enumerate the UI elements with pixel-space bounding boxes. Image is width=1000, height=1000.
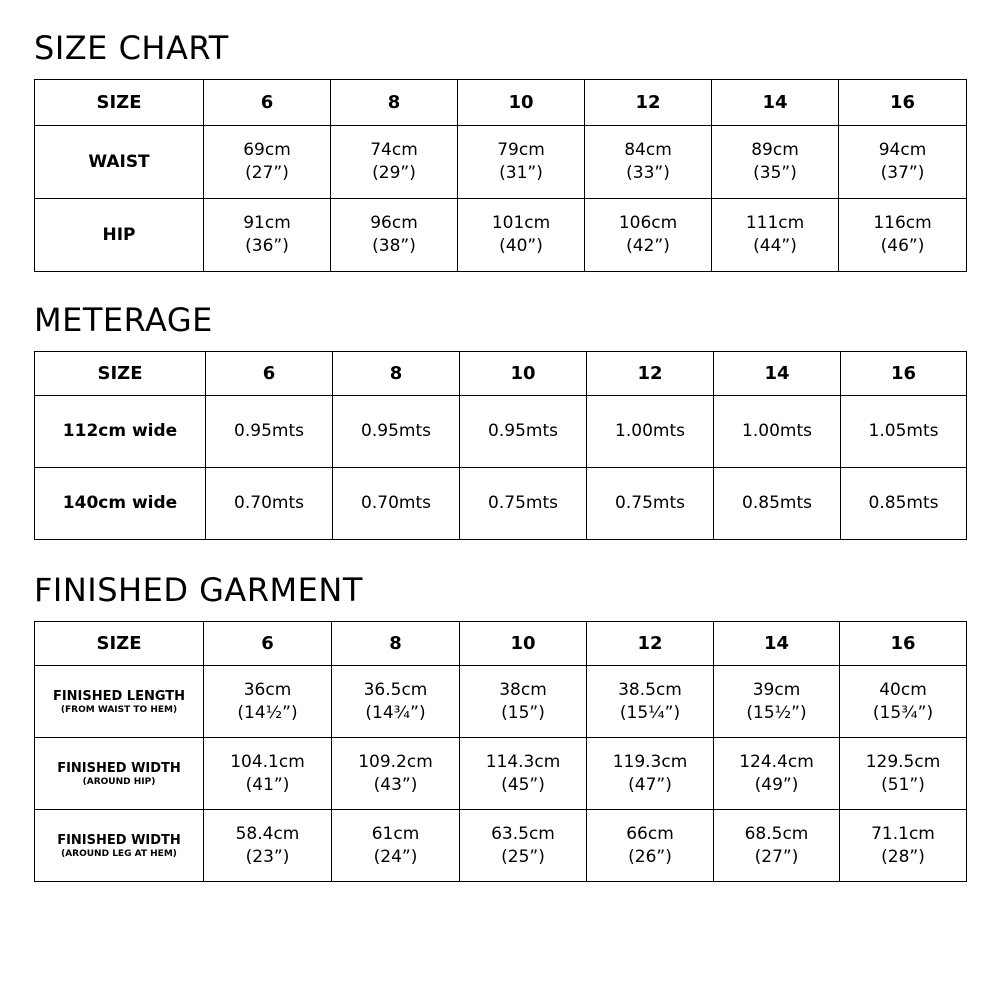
table-cell: 0.95mts	[460, 396, 587, 468]
header-cell: 6	[204, 622, 332, 666]
cell-cm: 119.3cm	[612, 751, 688, 772]
cell-inch: (23”)	[245, 846, 290, 867]
table-cell	[332, 666, 460, 738]
meterage-table	[34, 351, 967, 540]
cell-cm: 36.5cm	[363, 679, 428, 700]
table-cell: 0.70mts	[206, 468, 333, 540]
table-cell	[204, 738, 332, 810]
header-cell: 16	[839, 80, 967, 126]
table-row	[35, 126, 967, 199]
cell-inch: (38”)	[372, 236, 416, 256]
table-cell	[714, 810, 840, 882]
cell-cm: 89cm	[751, 140, 799, 160]
table-cell	[839, 126, 967, 199]
row-label: WAIST	[35, 126, 204, 199]
cell-inch: (29”)	[372, 163, 416, 183]
table-header-row	[35, 80, 967, 126]
cell-cm: 124.4cm	[739, 751, 814, 772]
header-cell: SIZE	[35, 352, 206, 396]
header-cell: 10	[460, 622, 587, 666]
cell-inch: (27”)	[245, 163, 289, 183]
row-label: HIP	[35, 199, 204, 272]
cell-inch: (33”)	[626, 163, 670, 183]
row-label: 112cm wide	[35, 396, 206, 468]
header-cell: 14	[714, 622, 840, 666]
table-cell	[204, 810, 332, 882]
cell-inch: (46”)	[880, 236, 925, 256]
size-chart-table	[34, 79, 967, 272]
cell-inch: (28”)	[881, 846, 925, 867]
table-cell: 0.85mts	[714, 468, 841, 540]
cell-inch: (40”)	[499, 236, 543, 256]
table-cell	[840, 810, 967, 882]
table-cell	[587, 666, 714, 738]
table-cell	[587, 810, 714, 882]
cell-cm: 106cm	[618, 213, 678, 233]
cell-inch: (26”)	[628, 846, 672, 867]
table-header-row	[35, 352, 967, 396]
cell-cm: 104.1cm	[230, 751, 305, 772]
cell-cm: 61cm	[371, 823, 420, 844]
row-label	[35, 666, 204, 738]
cell-cm: 66cm	[626, 823, 674, 844]
header-cell: SIZE	[35, 80, 204, 126]
table-cell	[204, 666, 332, 738]
table-row	[35, 396, 967, 468]
table-row	[35, 666, 967, 738]
header-cell: 16	[841, 352, 967, 396]
cell-inch: (42”)	[626, 236, 670, 256]
cell-inch: (14½”)	[237, 702, 298, 723]
header-cell: 12	[585, 80, 712, 126]
header-cell: 10	[460, 352, 587, 396]
finished-garment-title: FINISHED GARMENT	[34, 571, 363, 609]
cell-inch: (47”)	[628, 774, 672, 795]
table-cell	[840, 666, 967, 738]
cell-inch: (24”)	[373, 846, 418, 867]
cell-inch: (41”)	[245, 774, 290, 795]
cell-cm: 74cm	[370, 140, 418, 160]
table-cell	[204, 199, 331, 272]
header-cell: SIZE	[35, 622, 204, 666]
table-cell	[332, 738, 460, 810]
table-header-row	[35, 622, 967, 666]
meterage-title: METERAGE	[34, 301, 213, 339]
row-label-sub: (AROUND LEG AT HEM)	[61, 848, 177, 859]
cell-cm: 129.5cm	[865, 751, 941, 772]
header-cell: 14	[714, 352, 841, 396]
cell-cm: 111cm	[745, 213, 805, 233]
cell-inch: (15”)	[501, 702, 545, 723]
table-cell: 0.70mts	[333, 468, 460, 540]
row-label-main: FINISHED WIDTH	[57, 832, 181, 848]
cell-cm: 40cm	[879, 679, 927, 700]
table-cell: 1.00mts	[714, 396, 841, 468]
row-label-sub: (FROM WAIST TO HEM)	[60, 704, 178, 715]
table-cell: 0.95mts	[206, 396, 333, 468]
cell-cm: 94cm	[878, 140, 927, 160]
row-label-main: FINISHED WIDTH	[57, 760, 181, 776]
table-cell	[458, 126, 585, 199]
size-chart-title: SIZE CHART	[34, 29, 229, 67]
cell-cm: 101cm	[491, 213, 551, 233]
cell-inch: (15¼”)	[619, 702, 681, 723]
header-cell: 8	[332, 622, 460, 666]
table-cell	[460, 738, 587, 810]
table-cell	[587, 738, 714, 810]
cell-cm: 79cm	[497, 140, 545, 160]
table-cell	[712, 126, 839, 199]
header-cell: 12	[587, 622, 714, 666]
table-row	[35, 810, 967, 882]
table-cell	[840, 738, 967, 810]
cell-cm: 39cm	[752, 679, 801, 700]
cell-inch: (51”)	[881, 774, 925, 795]
header-cell: 6	[204, 80, 331, 126]
table-cell: 0.75mts	[460, 468, 587, 540]
table-cell	[460, 666, 587, 738]
finished-garment-table	[34, 621, 967, 882]
table-row	[35, 199, 967, 272]
cell-inch: (15½”)	[746, 702, 807, 723]
cell-inch: (25”)	[501, 846, 545, 867]
table-cell	[839, 199, 967, 272]
table-row	[35, 468, 967, 540]
table-cell	[714, 738, 840, 810]
cell-inch: (36”)	[245, 236, 289, 256]
cell-cm: 71.1cm	[871, 823, 935, 844]
table-cell	[331, 199, 458, 272]
header-cell: 12	[587, 352, 714, 396]
row-label-main: FINISHED LENGTH	[52, 688, 186, 704]
cell-cm: 114.3cm	[485, 751, 561, 772]
cell-cm: 58.4cm	[235, 823, 300, 844]
header-cell: 8	[333, 352, 460, 396]
table-cell	[460, 810, 587, 882]
row-label: 140cm wide	[35, 468, 206, 540]
table-cell: 0.85mts	[841, 468, 967, 540]
cell-cm: 84cm	[624, 140, 672, 160]
cell-cm: 36cm	[243, 679, 292, 700]
cell-cm: 63.5cm	[491, 823, 555, 844]
header-cell: 16	[840, 622, 967, 666]
cell-inch: (35”)	[753, 163, 797, 183]
table-cell	[712, 199, 839, 272]
table-cell	[204, 126, 331, 199]
cell-inch: (49”)	[754, 774, 799, 795]
cell-inch: (44”)	[753, 236, 797, 256]
cell-inch: (37”)	[880, 163, 925, 183]
cell-cm: 38cm	[499, 679, 547, 700]
header-cell: 14	[712, 80, 839, 126]
header-cell: 6	[206, 352, 333, 396]
table-cell	[458, 199, 585, 272]
table-cell: 0.95mts	[333, 396, 460, 468]
table-cell	[585, 126, 712, 199]
header-cell: 8	[331, 80, 458, 126]
row-label-sub: (AROUND HIP)	[82, 776, 156, 787]
cell-inch: (15¾”)	[872, 702, 934, 723]
row-label	[35, 738, 204, 810]
table-cell: 0.75mts	[587, 468, 714, 540]
cell-inch: (45”)	[501, 774, 545, 795]
cell-inch: (14¾”)	[365, 702, 426, 723]
header-cell: 10	[458, 80, 585, 126]
table-cell	[331, 126, 458, 199]
cell-cm: 69cm	[243, 140, 291, 160]
cell-cm: 116cm	[873, 213, 932, 233]
cell-inch: (31”)	[499, 163, 543, 183]
table-cell	[585, 199, 712, 272]
cell-inch: (27”)	[754, 846, 799, 867]
cell-cm: 109.2cm	[358, 751, 433, 772]
table-cell: 1.00mts	[587, 396, 714, 468]
row-label	[35, 810, 204, 882]
table-cell: 1.05mts	[841, 396, 967, 468]
cell-cm: 38.5cm	[618, 679, 682, 700]
table-cell	[332, 810, 460, 882]
table-row	[35, 738, 967, 810]
cell-cm: 96cm	[370, 213, 418, 233]
cell-inch: (43”)	[373, 774, 418, 795]
cell-cm: 68.5cm	[744, 823, 809, 844]
table-cell	[714, 666, 840, 738]
cell-cm: 91cm	[243, 213, 291, 233]
